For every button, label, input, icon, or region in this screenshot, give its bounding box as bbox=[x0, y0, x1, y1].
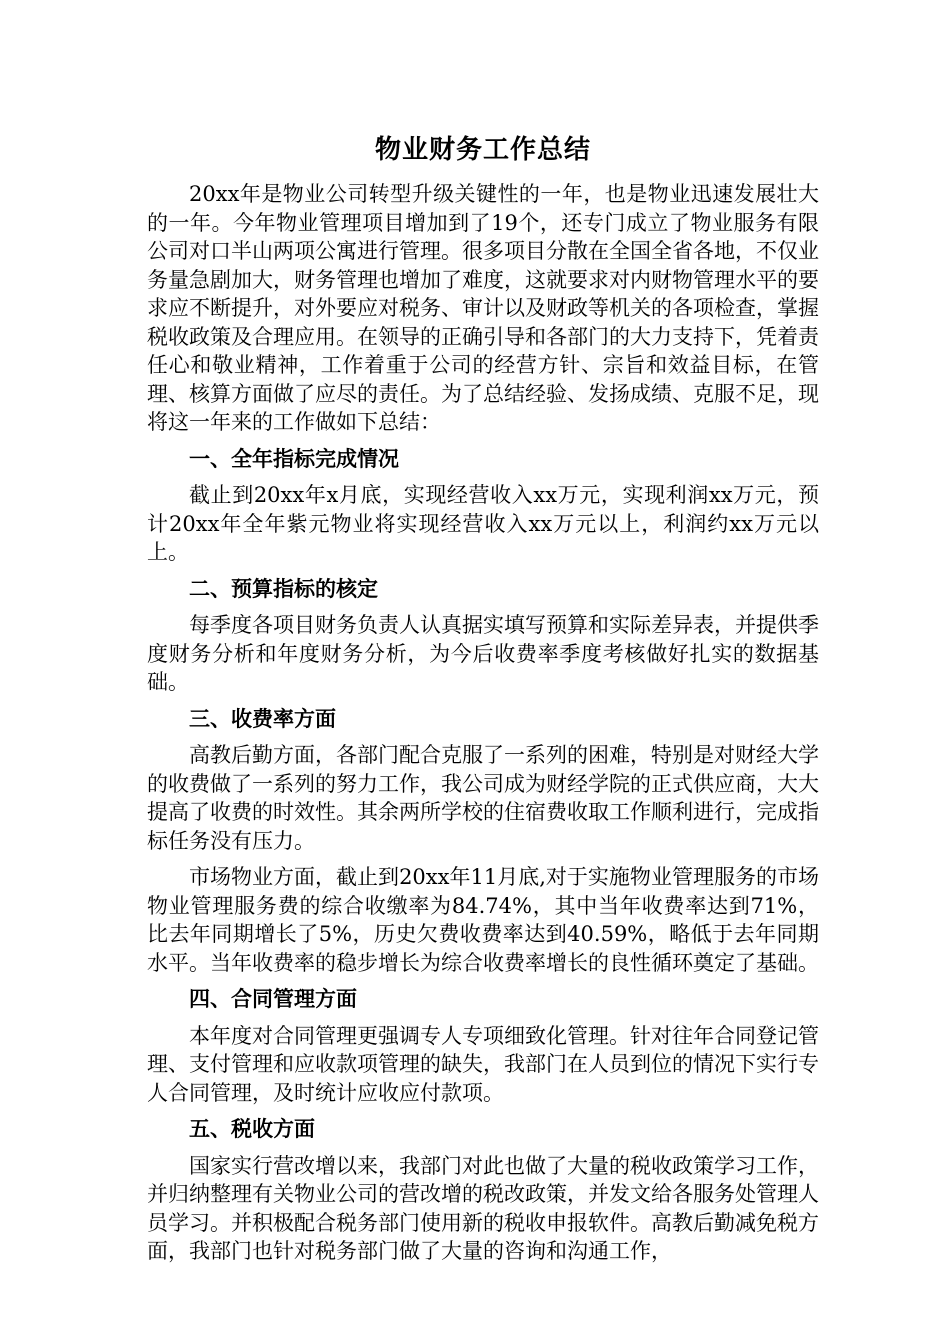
section-heading: 一、全年指标完成情况 bbox=[189, 445, 399, 471]
document-page bbox=[147, 128, 819, 1274]
section-paragraph: 本年度对合同管理更强调专人专项细致化管理。针对往年合同登记管理、支付管理和应收款项管理的缺失，我部门在人员到位的情况下实行专人合同管理，及时统计应收应付款项。 bbox=[147, 1023, 819, 1105]
intro-paragraph: 20xx年是物业公司转型升级关键性的一年，也是物业迅速发展壮大的一年。今年物业管理项目增加到了19个，还专门成立了物业服务有限公司对口半山两项公寓进行管理。很多项目分散在全国全省各地，不仅业务量急剧加大，财务管理也增加了难度，这就要求对内财物管理水平的要求应不断提升，对外要应对税务、审计以及财政等机关的各项检查，掌握税收政策及合理应用。在领导的正确引导和各部门的大力支持下，凭着责任心和敬业精神，工作着重于公司的经营方针、宗旨和效益目标，在管理、核算方面做了应尽的责任。为了总结经验、发扬成绩、克服不足，现将这一年来的工作做如下总结： bbox=[147, 182, 819, 434]
section-heading: 四、合同管理方面 bbox=[189, 986, 357, 1011]
document-title: 物业财务工作总结 bbox=[374, 135, 591, 165]
section-heading: 二、预算指标的核定 bbox=[189, 575, 378, 601]
section-paragraph: 国家实行营改增以来，我部门对此也做了大量的税收政策学习工作，并归纳整理有关物业公司的营改增的税改政策，并发文给各服务处管理人员学习。并积极配合税务部门使用新的税收申报软件。高教后勤减免税方面，我部门也针对税务部门做了大量的咨询和沟通工作， bbox=[147, 1153, 819, 1263]
section-paragraph: 每季度各项目财务负责人认真据实填写预算和实际差异表，并提供季度财务分析和年度财务分析，为今后收费率季度考核做好扎实的数据基础。 bbox=[147, 613, 819, 694]
section-paragraph: 市场物业方面，截止到20xx年11月底,对于实施物业管理服务的市场物业管理服务费的综合收缴率为84.74%，其中当年收费率达到71%，比去年同期增长了5%，历史欠费收费率达到40.59%，略低于去年同期水平。当年收费率的稳步增长为综合收费率增长的良性循环奠定了基础。 bbox=[147, 865, 819, 975]
section-5 bbox=[147, 1115, 819, 1266]
section-paragraph: 高教后勤方面，各部门配合克服了一系列的困难，特别是对财经大学的收费做了一系列的努力工作，我公司成为财经学院的正式供应商，大大提高了收费的时效性。其余两所学校的住宿费收取工作顺利进行，完成指标任务没有压力。 bbox=[147, 743, 819, 853]
section-heading: 三、收费率方面 bbox=[189, 705, 336, 731]
section-2 bbox=[147, 575, 819, 697]
section-3 bbox=[147, 705, 819, 978]
section-paragraph: 截止到20xx年x月底，实现经营收入xx万元，实现利润xx万元，预计20xx年全年紫元物业将实现经营收入xx万元以上，利润约xx万元以上。 bbox=[147, 483, 819, 564]
section-4 bbox=[147, 985, 819, 1107]
section-heading: 五、税收方面 bbox=[189, 1116, 315, 1141]
section-1 bbox=[147, 445, 819, 567]
